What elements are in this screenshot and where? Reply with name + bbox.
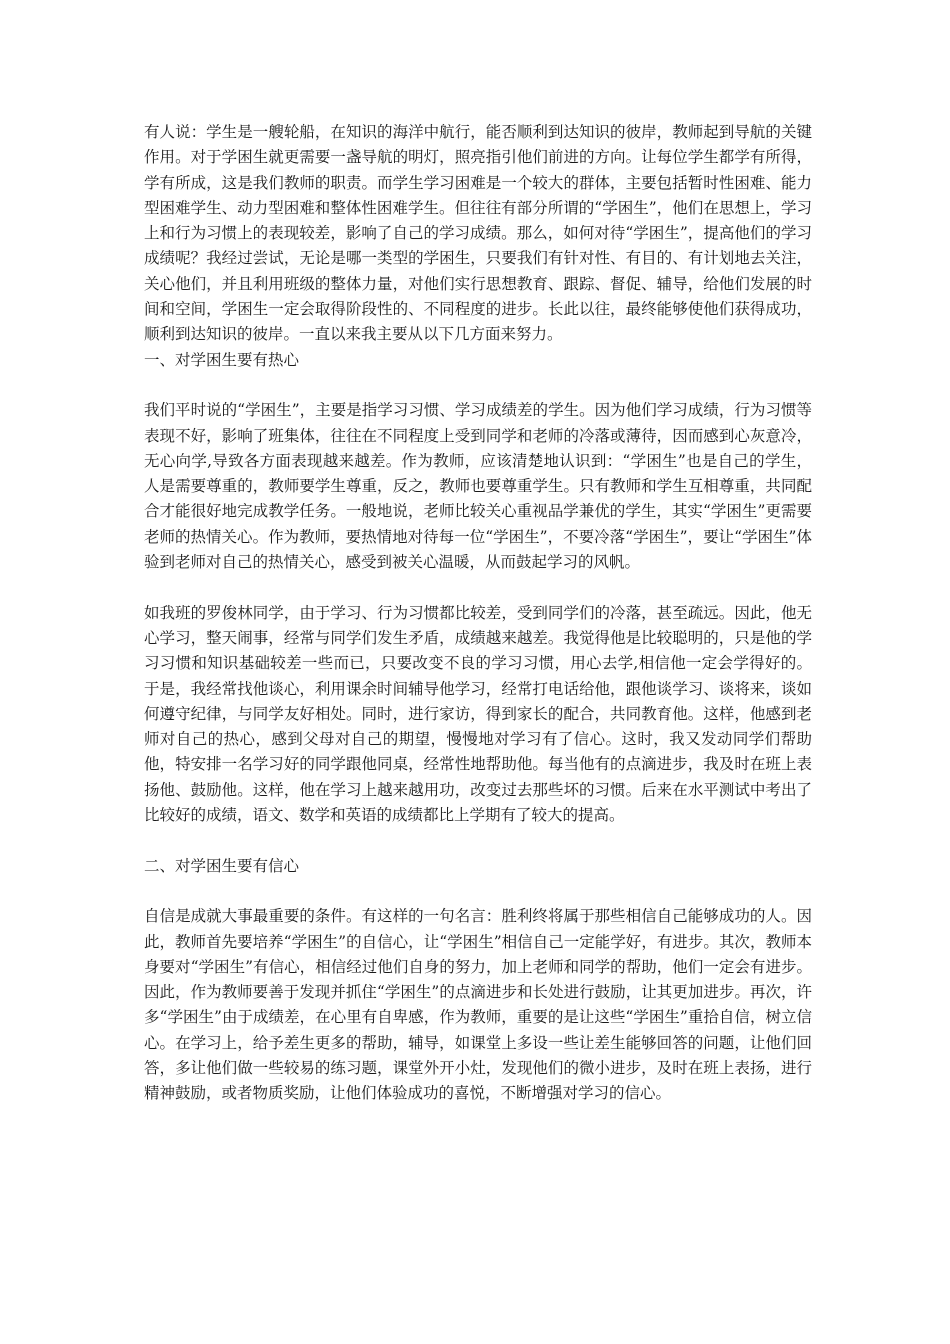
section-heading-2: 二、对学困生要有信心	[144, 856, 300, 875]
paragraph-spacer	[144, 828, 812, 853]
intro-paragraph: 有人说：学生是一艘轮船，在知识的海洋中航行，能否顺利到达知识的彼岸，教师起到导航的关键作用。对于学困生就更需要一盏导航的明灯，照亮指引他们前进的方向。让每位学生都学有所得，学有所成，这是我们教师的职责。而学生学习困难是一个较大的群体，主要包括暂时性困难、能力型困难学生、动力型困难和整体性困难学生。但往往有部分所谓的“学困生”，他们在思想上，学习上和行为习惯上的表现较差，影响了自己的学习成绩。那么，如何对待“学困生”，提高他们的学习成绩呢？我经过尝试，无论是哪一类型的学困生，只要我们有针对性、有目的、有计划地去关注，关心他们，并且利用班级的整体力量，对他们实行思想教育、跟踪、督促、辅导，给他们发展的时间和空间，学困生一定会取得阶段性的、不同程度的进步。长此以往，最终能够使他们获得成功，顺利到达知识的彼岸。一直以来我主要从以下几方面来努力。	[144, 123, 812, 344]
paragraph-spacer	[144, 879, 812, 904]
paragraph-spacer	[144, 373, 812, 398]
section-heading-1: 一、对学困生要有热心	[144, 350, 300, 369]
document-body	[144, 120, 812, 1107]
section1-paragraph-1: 我们平时说的“学困生”，主要是指学习习惯、学习成绩差的学生。因为他们学习成绩，行为习惯等表现不好，影响了班集体，往往在不同程度上受到同学和老师的冷落或薄待，因而感到心灰意冷，无心向学,导致各方面表现越来越差。作为教师，应该清楚地认识到：“学困生”也是自己的学生，人是需要尊重的，教师要学生尊重，反之，教师也要尊重学生。只有教师和学生互相尊重，共同配合才能很好地完成教学任务。一般地说，老师比较关心重视品学兼优的学生，其实“学困生”更需要老师的热情关心。作为教师，要热情地对待每一位“学困生”，不要冷落“学困生”，要让“学困生”体验到老师对自己的热情关心，感受到被关心温暖，从而鼓起学习的风帆。	[144, 401, 812, 572]
section2-paragraph-1: 自信是成就大事最重要的条件。有这样的一句名言：胜利终将属于那些相信自己能够成功的人。因此，教师首先要培养“学困生”的自信心，让“学困生”相信自己一定能学好，有进步。其次，教师本身要对“学困生”有信心，相信经过他们自身的努力，加上老师和同学的帮助，他们一定会有进步。因此，作为教师要善于发现并抓住“学困生”的点滴进步和长处进行鼓励，让其更加进步。再次，许多“学困生”由于成绩差，在心里有自卑感，作为教师，重要的是让这些“学困生”重拾自信，树立信心。在学习上，给予差生更多的帮助，辅导，如课堂上多设一些让差生能够回答的问题，让他们回答，多让他们做一些较易的练习题，课堂外开小灶，发现他们的微小进步，及时在班上表扬，进行精神鼓励，或者物质奖励，让他们体验成功的喜悦，不断增强对学习的信心。	[144, 907, 812, 1103]
section1-paragraph-2: 如我班的罗俊林同学，由于学习、行为习惯都比较差，受到同学们的冷落，甚至疏远。因此，他无心学习，整天闹事，经常与同学们发生矛盾，成绩越来越差。我觉得他是比较聪明的，只是他的学习习惯和知识基础较差一些而已，只要改变不良的学习习惯，用心去学,相信他一定会学得好的。于是，我经常找他谈心，利用课余时间辅导他学习，经常打电话给他，跟他谈学习、谈将来，谈如何遵守纪律，与同学友好相处。同时，进行家访，得到家长的配合，共同教育他。这样，他感到老师对自己的热心，感到父母对自己的期望，慢慢地对学习有了信心。这时，我又发动同学们帮助他，特安排一名学习好的同学跟他同桌，经常性地帮助他。每当他有的点滴进步，我及时在班上表扬他、鼓励他。这样，他在学习上越来越用功，改变过去那些坏的习惯。后来在水平测试中考出了比较好的成绩，语文、数学和英语的成绩都比上学期有了较大的提高。	[144, 603, 812, 825]
paragraph-spacer	[144, 575, 812, 600]
